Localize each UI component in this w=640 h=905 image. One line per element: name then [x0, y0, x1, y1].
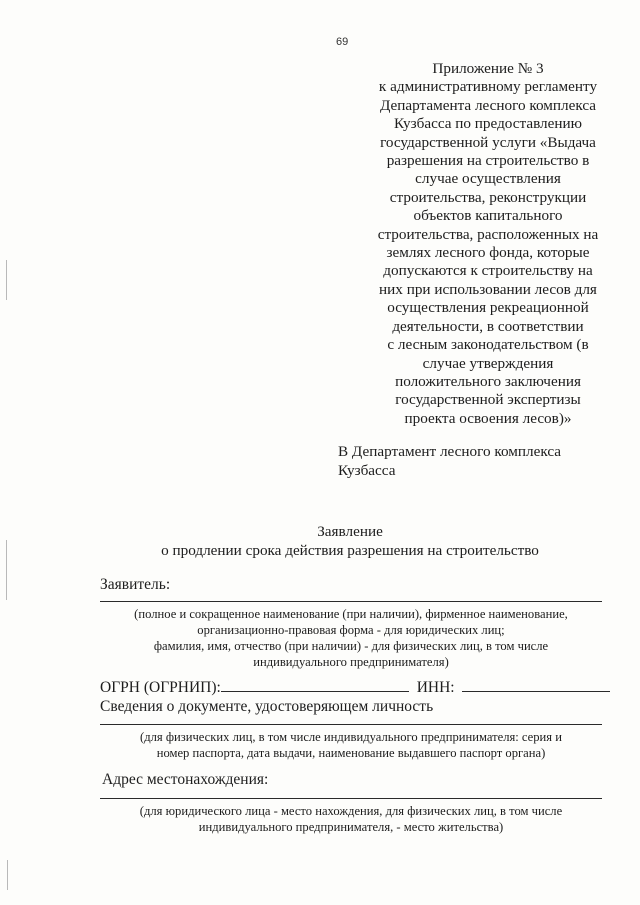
- inn-label: ИНН:: [416, 679, 455, 696]
- appendix-line: разрешения на строительство в: [386, 152, 590, 170]
- applicant-label: Заявитель:: [100, 576, 171, 593]
- hint-line: (полное и сокращенное наименование (при наличии), фирменное наименование,: [134, 607, 568, 621]
- title-heading: Заявление: [317, 523, 383, 540]
- address-field-line[interactable]: [100, 798, 602, 799]
- appendix-line: объектов капитального: [413, 207, 563, 225]
- scan-edge-mark: [7, 860, 8, 890]
- hint-line: (для физических лиц, в том числе индивидуального предпринимателя: серия и: [140, 730, 562, 744]
- appendix-line: деятельности, в соответствии: [392, 317, 584, 335]
- appendix-line: государственной услуги «Выдача: [380, 133, 596, 151]
- addressee-line: В Департамент лесного комплекса: [338, 443, 561, 460]
- hint-line: индивидуального предпринимателя, - место жительства): [198, 820, 504, 834]
- hint-line: организационно-правовая форма - для юридических лиц;: [197, 623, 505, 637]
- page-number: 69: [336, 36, 349, 48]
- addressee-line: Кузбасса: [338, 462, 396, 479]
- identity-doc-field-line[interactable]: [100, 724, 602, 725]
- applicant-hint: [100, 606, 602, 670]
- appendix-line: Кузбасса по предоставлению: [394, 115, 582, 133]
- document-title: [150, 522, 550, 560]
- inn-field[interactable]: [462, 677, 610, 692]
- appendix-line: положительного заключения: [395, 372, 581, 390]
- scan-edge-mark: [6, 260, 7, 300]
- hint-line: индивидуального предпринимателя): [253, 655, 449, 669]
- appendix-line: них при использовании лесов для: [379, 280, 597, 298]
- scan-edge-mark: [6, 540, 7, 600]
- appendix-line: строительства, расположенных на: [377, 225, 599, 243]
- ogrn-label: ОГРН (ОГРНИП):: [100, 679, 221, 696]
- appendix-line: случае осуществления: [415, 170, 561, 188]
- appendix-line: к административному регламенту: [378, 78, 598, 96]
- address-label: Адрес местонахождения:: [102, 771, 269, 788]
- title-subject: о продлении срока действия разрешения на строительство: [161, 542, 539, 559]
- hint-line: (для юридического лица - место нахождения, для физических лиц, в том числе: [139, 804, 563, 818]
- applicant-field-line[interactable]: [100, 601, 602, 602]
- addressee-block: [338, 442, 628, 480]
- identity-doc-label: Сведения о документе, удостоверяющем личность: [100, 698, 434, 715]
- appendix-line: с лесным законодательством (в: [387, 336, 589, 354]
- appendix-line: допускаются к строительству на: [383, 262, 593, 280]
- ogrn-field[interactable]: [221, 677, 409, 692]
- appendix-line: случае утверждения: [422, 354, 554, 372]
- appendix-line: проекта освоения лесов)»: [404, 409, 572, 427]
- hint-line: номер паспорта, дата выдачи, наименование выдавшего паспорт органа): [156, 746, 546, 760]
- appendix-header: [352, 60, 624, 428]
- ogrn-inn-row: [100, 677, 610, 697]
- appendix-line: Департамента лесного комплекса: [380, 96, 596, 114]
- identity-doc-hint: [100, 729, 602, 761]
- hint-line: фамилия, имя, отчество (при наличии) - для физических лиц, в том числе: [153, 639, 549, 653]
- appendix-line: государственной экспертизы: [395, 391, 581, 409]
- appendix-line: Приложение № 3: [432, 60, 544, 77]
- appendix-line: осуществления рекреационной: [387, 299, 589, 317]
- appendix-line: строительства, реконструкции: [389, 188, 587, 206]
- address-hint: [100, 803, 602, 835]
- appendix-line: землях лесного фонда, которые: [386, 244, 590, 262]
